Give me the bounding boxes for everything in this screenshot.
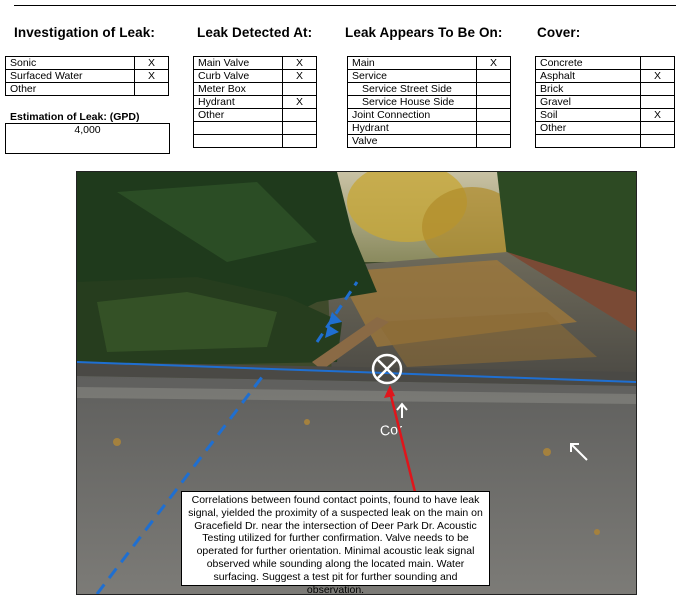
table-row [348, 109, 511, 122]
row-label: Hydrant [194, 96, 283, 109]
leaf [113, 438, 121, 446]
cover-header: Cover: [537, 25, 581, 40]
row-label: Service Street Side [348, 83, 477, 96]
table-row [348, 135, 511, 148]
table-row [194, 96, 317, 109]
row-label: Joint Connection [348, 109, 477, 122]
appears-header: Leak Appears To Be On: [345, 25, 503, 40]
observation-callout: Correlations between found contact points, found to have leak signal, yielded the proximity of a suspected leak on the main on Gracefield Dr. near the intersection of Deer Park Dr. Acoustic Testing utilized for further confirmation. Valve needs to be operated for further orientation. Minimal acoustic leak signal observed while sounding along the located main. Water surfacing. Suggest a test pit for further sounding and observation. [181, 491, 490, 586]
row-mark: X [135, 70, 169, 83]
estimation-value: 4,000 [74, 124, 101, 136]
estimation-title: Estimation of Leak: (GPD) [10, 111, 140, 123]
row-mark: X [283, 57, 317, 70]
table-row [536, 57, 675, 70]
row-label: Sonic [6, 57, 135, 70]
table-row [536, 70, 675, 83]
table-row [194, 57, 317, 70]
row-label: Hydrant [348, 122, 477, 135]
table-row [194, 109, 317, 122]
table-row [6, 83, 169, 96]
row-label: Main Valve [194, 57, 283, 70]
table-row [536, 109, 675, 122]
row-mark [477, 135, 511, 148]
investigation-table [5, 56, 169, 96]
row-mark [135, 83, 169, 96]
cover-table [535, 56, 675, 148]
table-row [348, 96, 511, 109]
detected-header: Leak Detected At: [197, 25, 313, 40]
table-row [348, 70, 511, 83]
row-mark [477, 70, 511, 83]
table-row [536, 122, 675, 135]
row-label: Concrete [536, 57, 641, 70]
row-mark: X [283, 70, 317, 83]
row-label: Meter Box [194, 83, 283, 96]
row-label: Service House Side [348, 96, 477, 109]
leaf [304, 419, 310, 425]
table-row [194, 83, 317, 96]
row-label: Asphalt [536, 70, 641, 83]
table-row [348, 122, 511, 135]
leaf [594, 529, 600, 535]
row-mark [477, 96, 511, 109]
row-mark [641, 96, 675, 109]
row-mark [641, 57, 675, 70]
leaf [543, 448, 551, 456]
row-label [194, 122, 283, 135]
row-mark [641, 83, 675, 96]
top-rule [14, 5, 676, 6]
table-row [536, 96, 675, 109]
row-label: Surfaced Water [6, 70, 135, 83]
row-mark: X [283, 96, 317, 109]
row-mark [283, 83, 317, 96]
table-row [194, 135, 317, 148]
row-mark [641, 135, 675, 148]
row-label: Valve [348, 135, 477, 148]
table-row [536, 83, 675, 96]
row-mark: X [641, 109, 675, 122]
row-mark [477, 109, 511, 122]
row-label: Other [536, 122, 641, 135]
investigation-header: Investigation of Leak: [14, 25, 155, 40]
row-label: Brick [536, 83, 641, 96]
table-row [194, 70, 317, 83]
row-label: Curb Valve [194, 70, 283, 83]
detected-table [193, 56, 317, 148]
row-label: Service [348, 70, 477, 83]
row-mark: X [135, 57, 169, 70]
row-mark [283, 135, 317, 148]
row-label: Gravel [536, 96, 641, 109]
estimation-box [5, 123, 170, 154]
table-row [6, 70, 169, 83]
row-mark: X [641, 70, 675, 83]
row-mark [283, 122, 317, 135]
row-mark [641, 122, 675, 135]
appears-table [347, 56, 511, 148]
row-mark [477, 83, 511, 96]
table-row [194, 122, 317, 135]
street-marking-text: Cor [379, 420, 404, 439]
row-mark [283, 109, 317, 122]
table-row [6, 57, 169, 70]
row-mark [477, 122, 511, 135]
row-label: Other [6, 83, 135, 96]
row-label: Other [194, 109, 283, 122]
row-label [536, 135, 641, 148]
row-label: Main [348, 57, 477, 70]
row-label: Soil [536, 109, 641, 122]
row-mark: X [477, 57, 511, 70]
table-row [348, 57, 511, 70]
table-row [536, 135, 675, 148]
row-label [194, 135, 283, 148]
table-row [348, 83, 511, 96]
